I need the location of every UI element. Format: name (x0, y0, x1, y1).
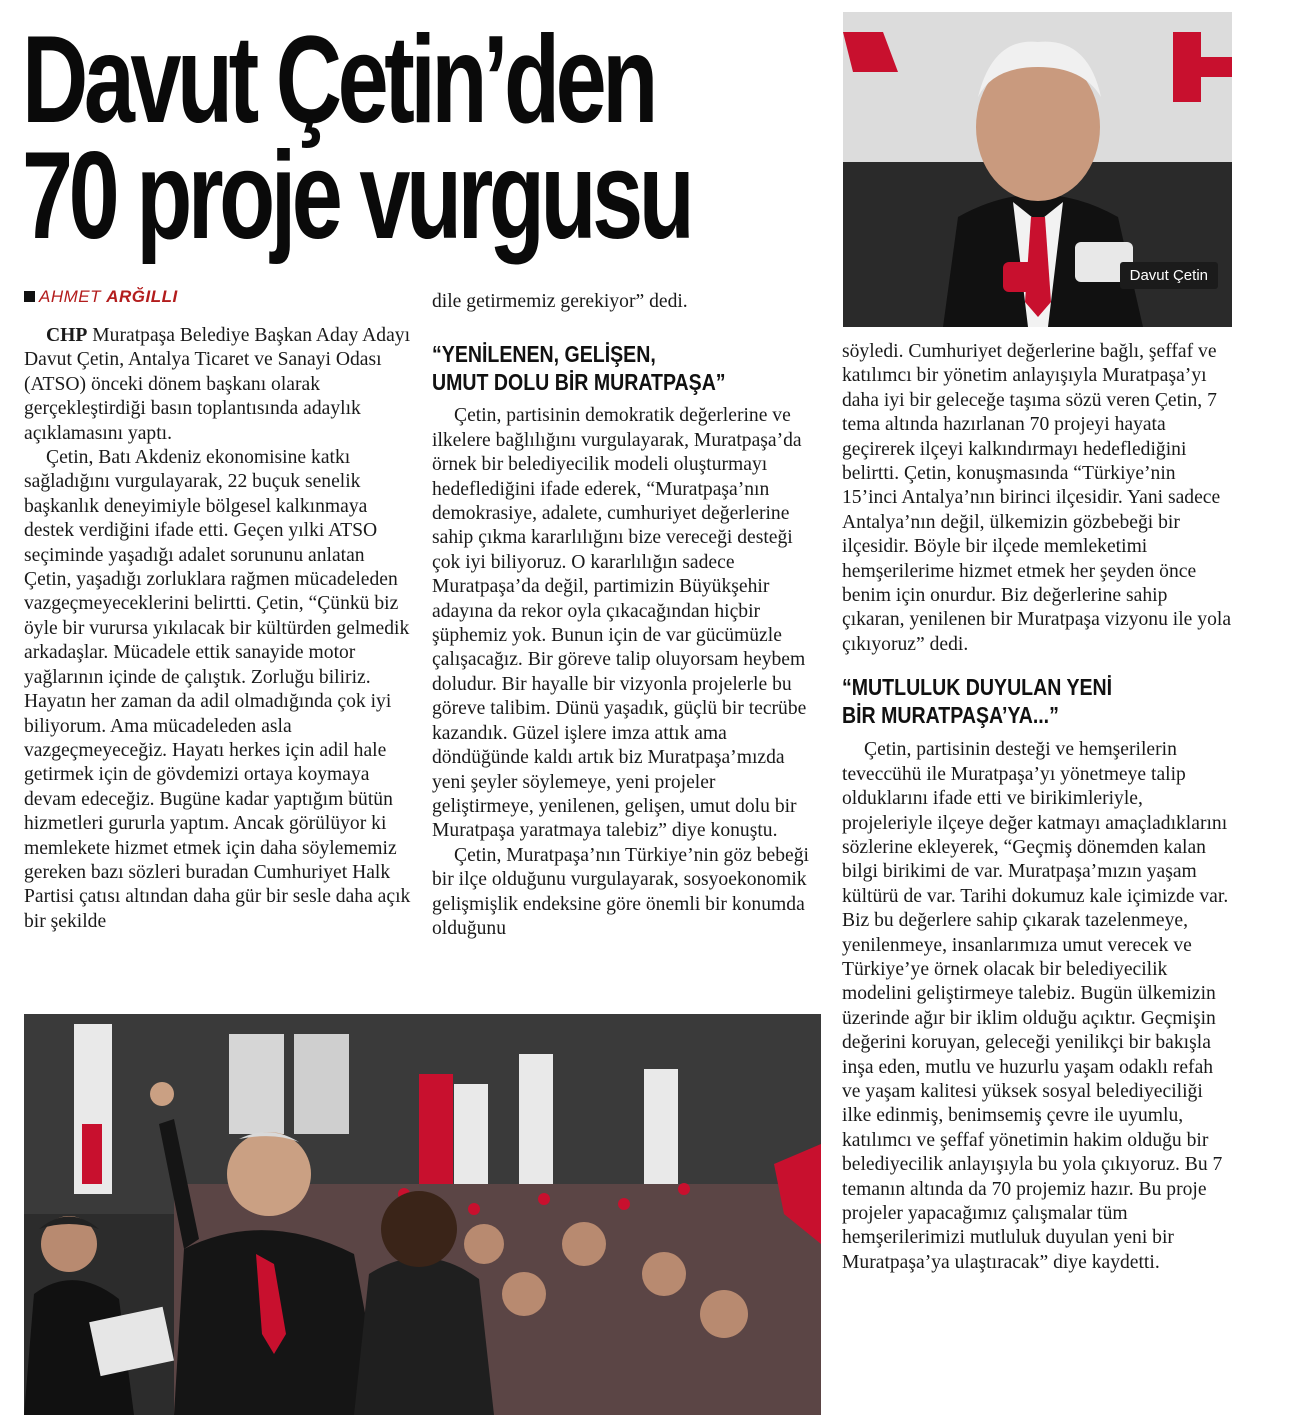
author-last-name: ARĞILLI (106, 287, 178, 306)
paragraph: Çetin, Batı Akdeniz ekonomisine katkı sağladığını vurgulayarak, 22 buçuk senelik başkanlık deneyimiyle bölgesel kalkınmaya destek verdiğini ifade etti. Geçen yılki ATSO seçiminde yaşadığı adalet sorununu anlatan Çetin, yaşadığı zorluklara rağmen mücadeleden vazgeçmeyeceklerini belirtti. Çetin, “Çünkü biz öyle bir vurursa yıkılacak bir kültürden gelmedik arkadaşlar. Mücadele ettik sanayide motor yağlarının içinde de çalıştık. Zorluğu biliriz. Hayatın her zaman da adil olmadığında çok iyi biliyorum. Ama mücadeleden asla vazgeçmeyeceğiz. Hayatı herkes için adil hale getirmek için de gövdemizi ortaya koymaya devam edeceğiz. Bugüne kadar yaptığım bütün hizmetleri gururla yaptım. Ancak görülüyor ki memlekete hizmet etmek için daha söylememiz gereken bazı sözleri buradan Cumhuriyet Halk Partisi çatısı altından daha gür bir sesle daha açık bir şekilde (24, 447, 411, 932)
photo-caption: Davut Çetin (1120, 262, 1218, 289)
subheading (432, 340, 762, 396)
lead-word: CHP (46, 325, 88, 346)
byline (24, 287, 178, 307)
byline-square-icon (24, 291, 35, 302)
portrait-photo (843, 12, 1232, 327)
subheading-line-2: BİR MURATPAŞA’YA...” (842, 702, 1059, 729)
paragraph-continuation: dile getirmemiz gerekiyor” dedi. (432, 291, 688, 312)
subheading-line-2: UMUT DOLU BİR MURATPAŞA” (432, 369, 726, 396)
article-column-2 (432, 290, 820, 941)
subheading-line-1: “MUTLULUK DUYULAN YENİ (842, 674, 1113, 701)
article-column-1 (24, 324, 414, 934)
paragraph: Çetin, partisinin demokratik değerlerine ve ilkelere bağlılığını vurgulayarak, Muratpaşa’da örnek bir belediyecilik modeli oluşturmayı hedeflediğini ifade ederek, “Muratpaşa’nın demokrasiye, adalete, cumhuriyet değerlerine sahip çıkma kararlılığını bize vereceği desteği çok iyi biliyoruz. O kararlılığın sadece Muratpaşa’da değil, partimizin Büyükşehir adayına da rekor oyla çıkacağından hiçbir şüphemiz yok. Bunun için de var gücümüzle çalışacağız. Bir göreve talip oluyorsam heybem doludur. Bir hayalle bir vizyonla projelerle bu göreve talibim. Dünü yaşadık, güçlü bir tecrübe kazandık. Güzel işlere imza attık ama döndüğünde kaldı artık biz Muratpaşa’mızda yeni şeyler söylemeye, yeni projeler geliştirmeye, yenilenen, gelişen, umut dolu bir Muratpaşa yaratmaya talebiz” diye konuştu. (432, 405, 807, 842)
paragraph-text: Muratpaşa Belediye Başkan Aday Adayı Davut Çetin, Antalya Ticaret ve Sanayi Odası (ATSO) önceki dönem başkanı olarak gerçekleştirdiği basın toplantısında adaylık açıklamasını yaptı. (24, 325, 411, 444)
paragraph: Çetin, partisinin desteği ve hemşerilerin teveccühü ile Muratpaşa’yı yönetmeye talip olduklarını ifade etti ve birikimleriyle, projeleriyle ilçeye değer katmayı amaçladıklarını sözlerine ekleyerek, “Geçmiş dönemden kalan bilgi birikimi de var. Muratpaşa’mızın yaşam kültürü de var. Tarihi dokumuz kale içimizde var. Biz bu değerlere sahip çıkarak tazelenmeye, yenilenmeye, insanlarımıza umut verecek ve Türkiye’ye örnek olacak bir belediyecilik modelini geliştirmeye talebiz. Bugün ülkemizin üzerinde ağır bir iklim olduğu açıktır. Geçmişin değerini koruyan, geleceği yenilikçi bir bakışla inşa eden, mutlu ve huzurlu yaşam odaklı refah ve yaşam kalitesi yüksek sosyal belediyeciliği ilke edinmiş, benimsemiş çevre ile uyumlu, katılımcı ve şeffaf yönetimin hakim olduğu bir belediyecilik anlayışıyla bu yola çıkıyoruz. Bu 7 temanın altında da 70 projemiz hazır. Bu proje projeler yapacağımız çalışmalar tüm hemşerilerimizi mutluluk duyulan yeni bir Muratpaşa’ya ulaştıracak” diye kaydetti. (842, 739, 1229, 1273)
paragraph (24, 324, 414, 446)
subheading-line-1: “YENİLENEN, GELİŞEN, (432, 341, 656, 368)
headline-line-1: Davut Çetin’den (22, 11, 654, 149)
paragraph-continuation: söyledi. Cumhuriyet değerlerine bağlı, şeffaf ve katılımcı bir yönetim anlayışıyla Muratpaşa’yı daha iyi bir geleceğe taşıma sözü veren Çetin, 7 tema altında hazırlanan 70 projeyi hayata geçirerek ilçeyi kalkındırmayı hedeflediğini belirtti. Çetin, konuşmasında “Türkiye’nin 15’inci Antalya’nın birinci ilçesidir. Yani sadece Antalya’nın değil, ülkemizin gözbebeği bir ilçesidir. Böyle bir ilçede memleketimi hemşerilerime hizmet etmek her şeyden önce benim için onurdur. Biz değerlerine sahip çıkaran, yenilenen bir Muratpaşa vizyonu ile yola çıkıyoruz” dedi. (842, 341, 1232, 655)
crowd-photo (24, 1014, 821, 1415)
paragraph: Çetin, Muratpaşa’nın Türkiye’nin göz bebeği bir ilçe olduğunu vurgulayarak, sosyoekonomik gelişmişlik endeksine göre önemli bir konumda olduğunu (432, 844, 809, 939)
article-column-3 (842, 340, 1232, 1275)
crowd-illustration (24, 1014, 821, 1415)
author-first-name: AHMET (39, 287, 101, 306)
subheading (842, 673, 1174, 729)
headline-line-2: 70 proje vurgusu (22, 127, 691, 265)
